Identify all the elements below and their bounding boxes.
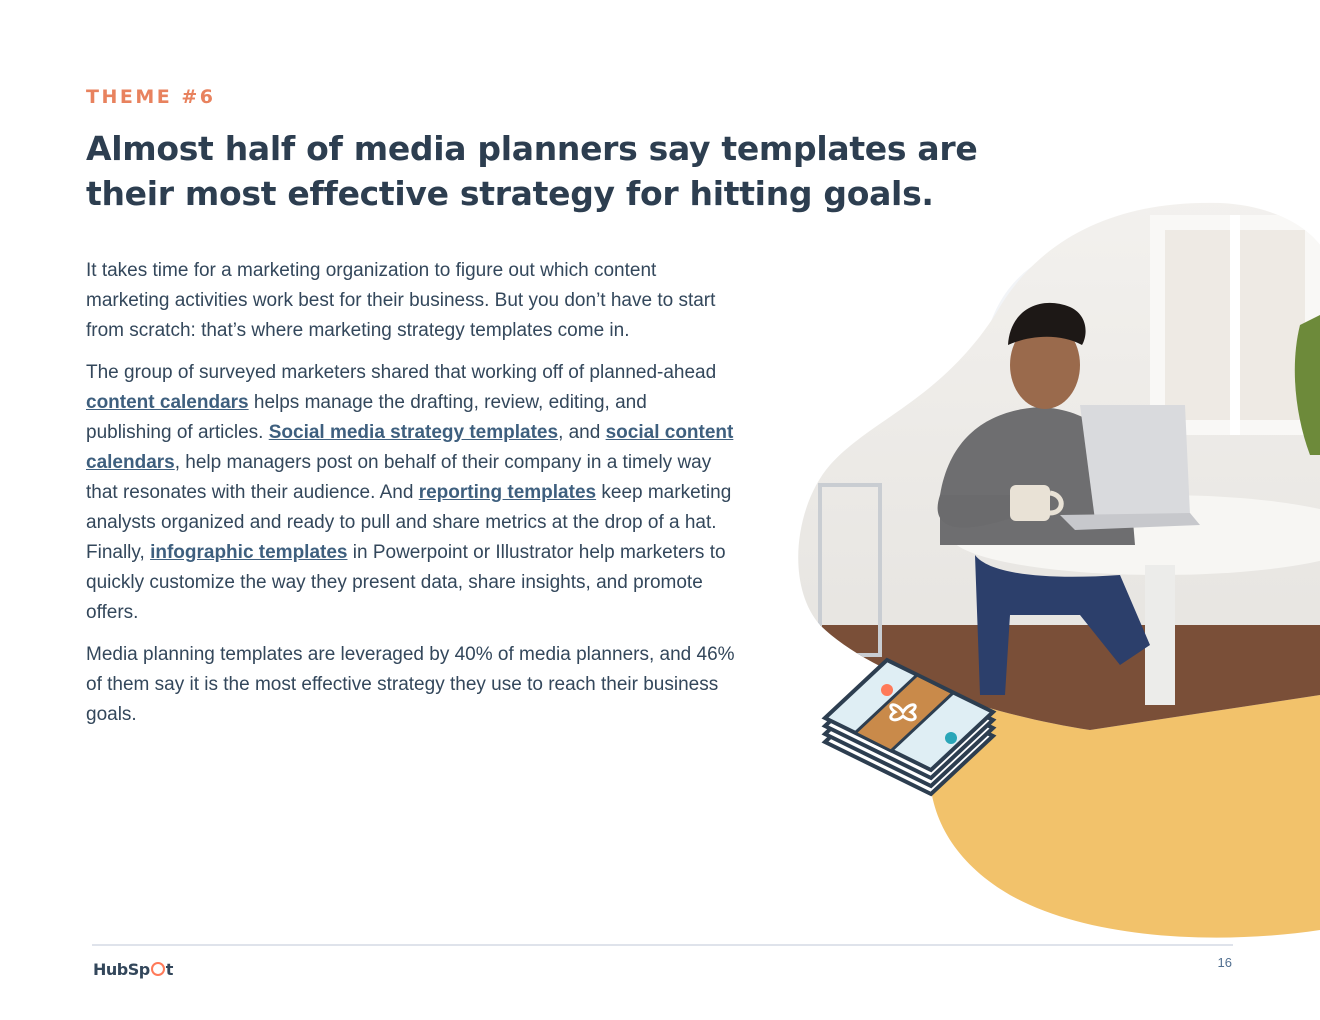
p2-text-6: in Powerpoint or Illustrator help marketers to quickly customize the way they present data, share insights, and promote offers. (86, 542, 726, 623)
body-copy (86, 256, 736, 742)
link-social-media-strategy-templates[interactable]: Social media strategy templates (268, 422, 559, 443)
page-headline: Almost half of media planners say templates are their most effective strategy for hitting goals. (86, 129, 978, 213)
paragraph-2 (86, 358, 736, 628)
link-reporting-templates[interactable]: reporting templates (418, 482, 597, 503)
page-number: 16 (1217, 955, 1232, 970)
hubspot-logo[interactable] (93, 960, 173, 979)
theme-eyebrow: THEME #6 (86, 86, 216, 108)
link-social-content-calendars[interactable]: social content calendars (86, 422, 734, 473)
brand-text-right: t (165, 960, 173, 979)
paragraph-3: Media planning templates are leveraged by 40% of media planners, and 46% of them say it is the most effective strategy they use to reach their business goals. (86, 644, 735, 725)
p2-text-5: keep marketing analysts organized and ready to pull and share metrics at the drop of a hat. Finally, (86, 482, 732, 563)
footer-rule (92, 944, 1233, 946)
brand-text-left: HubSp (93, 960, 150, 979)
link-infographic-templates[interactable]: infographic templates (150, 542, 348, 563)
p2-text-2: helps manage the drafting, review, editing, and publishing of articles. (86, 392, 647, 443)
p2-text-1: The group of surveyed marketers shared that working off of planned-ahead (86, 362, 717, 383)
p2-text-4: , help managers post on behalf of their company in a timely way that resonates with their audience. And (86, 452, 712, 503)
paragraph-1: It takes time for a marketing organization to figure out which content marketing activities work best for their business. But you don’t have to start from scratch: that’s where marketing strategy templates come in. (86, 260, 716, 341)
p2-text-3: , and (558, 422, 606, 443)
hero-illustration (790, 195, 1320, 955)
sprocket-icon (151, 962, 165, 976)
link-content-calendars[interactable]: content calendars (86, 392, 249, 413)
